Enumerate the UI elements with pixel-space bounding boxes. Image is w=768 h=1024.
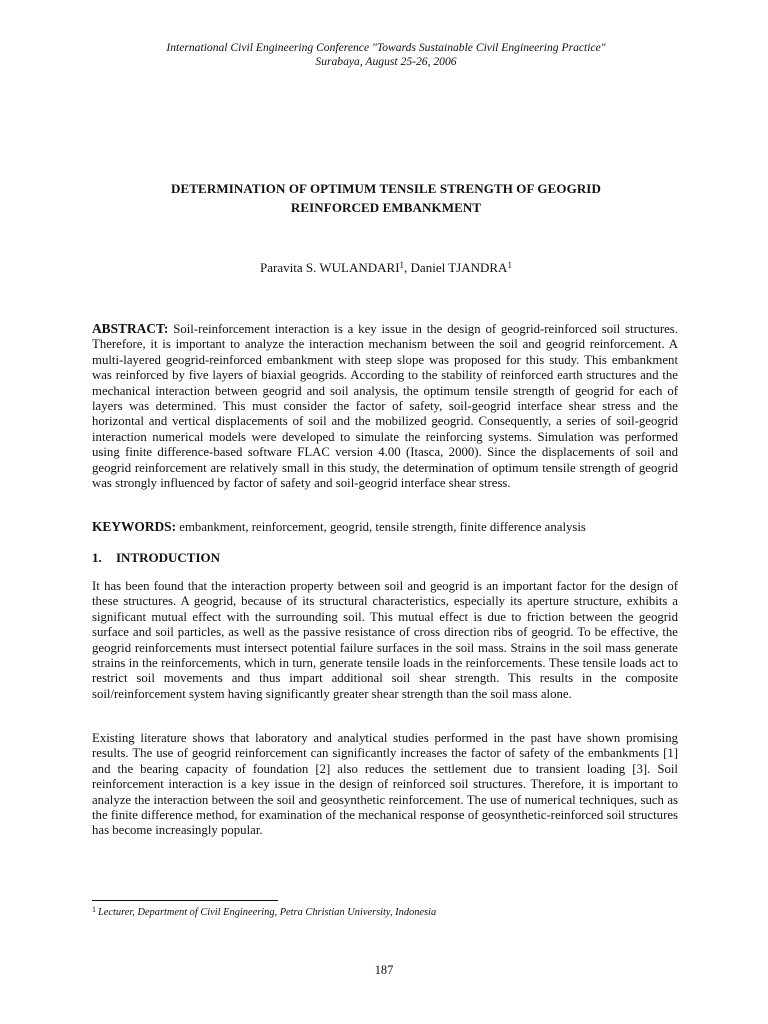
footnote-text: Lecturer, Department of Civil Engineering, Petra Christian University, Indonesia xyxy=(98,907,437,918)
section-heading xyxy=(92,549,220,566)
footnote-marker: 1 xyxy=(92,905,96,914)
author-list xyxy=(92,259,680,276)
footnote xyxy=(92,906,436,919)
conference-header xyxy=(92,41,680,69)
author-affiliation-marker: 1 xyxy=(399,260,405,270)
abstract-label: ABSTRACT: xyxy=(92,321,169,336)
paper-title-line-2: REINFORCED EMBANKMENT xyxy=(290,200,482,215)
abstract xyxy=(92,321,678,491)
keywords-text: embankment, reinforcement, geogrid, tensile strength, finite difference analysis xyxy=(179,520,586,534)
footnote-divider xyxy=(92,900,278,901)
section-title: INTRODUCTION xyxy=(116,550,221,565)
author-name: Paravita S. WULANDARI xyxy=(260,260,400,275)
body-paragraph: Existing literature shows that laboratory and analytical studies performed in the past have shown promising results. The use of geogrid reinforcement can significantly increases the factor of safety of the embankments [1] and the bearing capacity of foundation [2] also reduces the settlement due to transient loading [3]. Soil reinforcement interaction is a key issue in the design of reinforced soil structures. Therefore, it is important to analyze the interaction between the soil and geosynthetic reinforcement. The use of numerical techniques, such as the finite difference method, for examination of the mechanical response of geosynthetic-reinforced soil structures has become increasingly popular. xyxy=(92,731,678,838)
abstract-text: Soil-reinforcement interaction is a key issue in the design of geogrid-reinforced soil structures. Therefore, it is important to analyze the interaction mechanism between the soil and geogrid reinforcement. A multi-layered geogrid-reinforced embankment with steep slope was proposed for this study. This embankment was reinforced by five layers of biaxial geogrids. According to the stability of reinforced earth structures and the mechanical interaction between geogrid and soil analysis, the optimum tensile strength of geogrid for each of layers was determined. This must consider the factor of safety, soil-geogrid interface shear stress and the horizontal and vertical displacements of soil and the mobilized geogrid. Consequently, a series of soil-geogrid interaction numerical models were developed to simulate the reinforcing systems. Simulation was performed using finite difference-based software FLAC version 4.00 (Itasca, 2000). Since the displacements of soil and geogrid reinforcement are relatively small in this study, the determination of optimum tensile strength of geogrid was strongly influenced by factor of safety and soil-geogrid interface shear stress. xyxy=(92,322,678,491)
author-separator: , xyxy=(404,260,411,275)
paper-title-line-1: DETERMINATION OF OPTIMUM TENSILE STRENGTH OF GEOGRID xyxy=(171,181,601,196)
section-number: 1. xyxy=(92,550,102,565)
page-number: 187 xyxy=(374,963,394,977)
author-affiliation-marker: 1 xyxy=(507,260,512,270)
body-paragraph: It has been found that the interaction property between soil and geogrid is an important factor for the design of these structures. A geogrid, because of its structural characteristics, especially its aperture structure, exhibits a significant mutual effect with the surrounding soil. This mutual effect is due to friction between the geogrid surface and soil particles, as well as the passive resistance of cross direction ribs of geogrid. To be effective, the geogrid reinforcements must intersect potential failure surfaces in the soil mass. Strains in the soil mass generate strains in the reinforcements, which in turn, generate tensile loads in the reinforcements. These tensile loads act to restrict soil movements and thus impart additional soil shear strength. This results in the composite soil/reinforcement system having significantly greater shear strength than the soil mass alone. xyxy=(92,579,678,701)
paper-title xyxy=(92,179,680,217)
conference-location-date: Surabaya, August 25-26, 2006 xyxy=(315,55,457,68)
keywords xyxy=(92,519,678,535)
keywords-label: KEYWORDS: xyxy=(92,519,177,534)
author-name: Daniel TJANDRA xyxy=(410,260,508,275)
conference-name: International Civil Engineering Conference "Towards Sustainable Civil Engineering Practice" xyxy=(166,41,606,54)
